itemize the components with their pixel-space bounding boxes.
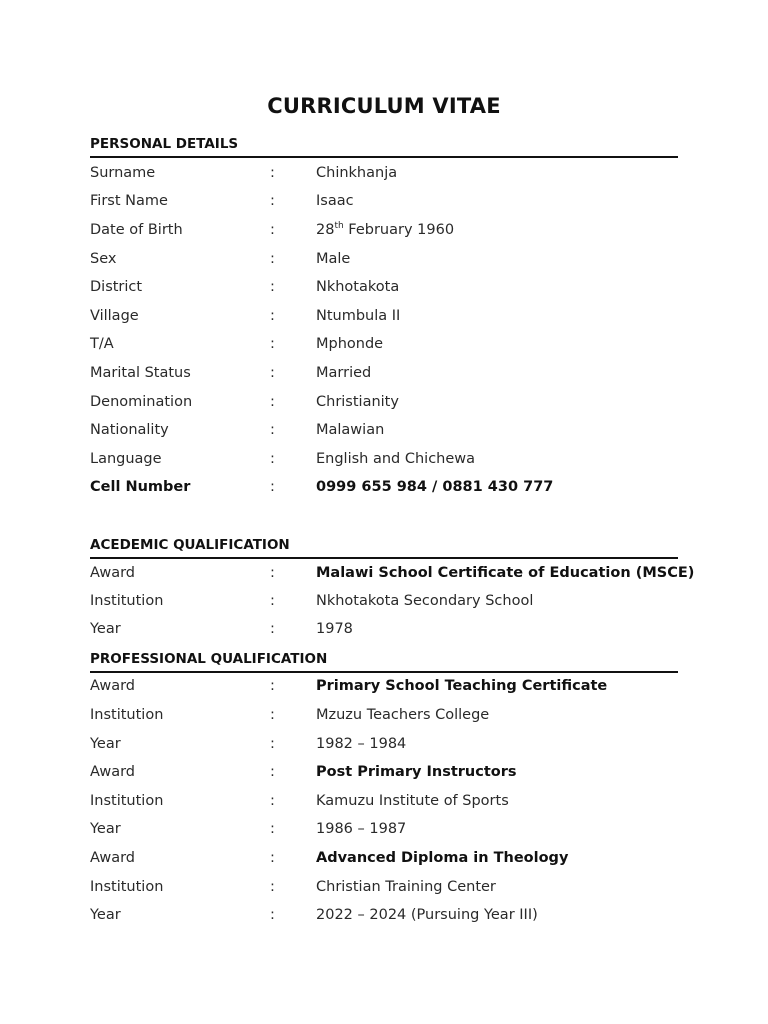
- separator: :: [270, 850, 275, 866]
- row-label: Year: [90, 821, 121, 837]
- row-professional-institution: [90, 793, 690, 815]
- row-professional-institution: [90, 707, 690, 729]
- row-value: Nkhotakota: [316, 279, 400, 295]
- row-first-name: [90, 193, 690, 215]
- row-value: Advanced Diploma in Theology: [316, 850, 569, 866]
- row-professional-award: [90, 678, 690, 700]
- separator: :: [270, 394, 275, 410]
- row-label: Marital Status: [90, 365, 191, 381]
- separator: :: [270, 593, 275, 609]
- separator: :: [270, 251, 275, 267]
- separator: :: [270, 365, 275, 381]
- row-district: [90, 279, 690, 301]
- row-label: Year: [90, 621, 121, 637]
- row-value: Ntumbula II: [316, 308, 401, 324]
- page-title: CURRICULUM VITAE: [267, 94, 501, 118]
- row-value: Chinkhanja: [316, 165, 398, 181]
- separator: :: [270, 621, 275, 637]
- row-nationality: [90, 422, 690, 444]
- row-label: Institution: [90, 879, 164, 895]
- row-academic-institution: [90, 593, 690, 615]
- row-date-of-birth: [90, 222, 690, 244]
- row-value: Kamuzu Institute of Sports: [316, 793, 509, 809]
- row-professional-year: [90, 736, 690, 758]
- row-value: 1978: [316, 621, 353, 637]
- separator: :: [270, 279, 275, 295]
- row-value: Male: [316, 251, 351, 267]
- section-heading-academic: ACEDEMIC QUALIFICATION: [90, 537, 678, 559]
- row-language: [90, 451, 690, 473]
- section-heading-professional: PROFESSIONAL QUALIFICATION: [90, 651, 678, 673]
- row-label: Institution: [90, 793, 164, 809]
- row-label: Sex: [90, 251, 117, 267]
- row-label: Year: [90, 736, 121, 752]
- separator: :: [270, 479, 275, 495]
- row-value: Mzuzu Teachers College: [316, 707, 490, 723]
- row-academic-award: [90, 565, 695, 587]
- row-value: English and Chichewa: [316, 451, 476, 467]
- separator: :: [270, 793, 275, 809]
- row-value: Christianity: [316, 394, 399, 410]
- row-professional-year: [90, 821, 690, 843]
- row-value: Primary School Teaching Certificate: [316, 678, 608, 694]
- separator: :: [270, 336, 275, 352]
- row-professional-year: [90, 907, 690, 929]
- row-value: Malawi School Certificate of Education (MSCE): [316, 565, 695, 581]
- row-label: Denomination: [90, 394, 193, 410]
- separator: :: [270, 678, 275, 694]
- row-cell-number: [90, 479, 690, 501]
- row-value: [316, 222, 454, 238]
- separator: :: [270, 736, 275, 752]
- separator: :: [270, 222, 275, 238]
- separator: :: [270, 451, 275, 467]
- row-value: Mphonde: [316, 336, 384, 352]
- section-heading-personal: PERSONAL DETAILS: [90, 136, 678, 158]
- row-label: Institution: [90, 593, 164, 609]
- row-label: Nationality: [90, 422, 169, 438]
- row-village: [90, 308, 690, 330]
- row-ta: [90, 336, 690, 358]
- row-value: Married: [316, 365, 372, 381]
- separator: :: [270, 821, 275, 837]
- separator: :: [270, 879, 275, 895]
- separator: :: [270, 193, 275, 209]
- row-value: Post Primary Instructors: [316, 764, 517, 780]
- row-value: Christian Training Center: [316, 879, 496, 895]
- separator: :: [270, 764, 275, 780]
- row-label: District: [90, 279, 143, 295]
- row-label: Cell Number: [90, 479, 191, 495]
- dob-ordinal-suffix: th: [334, 221, 344, 232]
- separator: :: [270, 907, 275, 923]
- row-surname: [90, 165, 690, 187]
- row-label: Award: [90, 565, 135, 581]
- row-academic-year: [90, 621, 690, 643]
- row-label: Award: [90, 850, 135, 866]
- row-label: Award: [90, 764, 135, 780]
- row-professional-award: [90, 850, 690, 872]
- separator: :: [270, 165, 275, 181]
- row-label: T/A: [90, 336, 114, 352]
- row-professional-institution: [90, 879, 690, 901]
- dob-month-year: February 1960: [343, 222, 455, 238]
- row-value: 2022 – 2024 (Pursuing Year III): [316, 907, 538, 923]
- row-label: Award: [90, 678, 135, 694]
- row-label: Surname: [90, 165, 156, 181]
- row-label: Village: [90, 308, 139, 324]
- row-value: 1986 – 1987: [316, 821, 407, 837]
- separator: :: [270, 565, 275, 581]
- row-value: 0999 655 984 / 0881 430 777: [316, 479, 554, 495]
- row-marital-status: [90, 365, 690, 387]
- row-label: Institution: [90, 707, 164, 723]
- row-sex: [90, 251, 690, 273]
- row-label: First Name: [90, 193, 168, 209]
- dob-day: 28: [316, 222, 335, 238]
- separator: :: [270, 422, 275, 438]
- row-value: Isaac: [316, 193, 354, 209]
- row-label: Year: [90, 907, 121, 923]
- row-label: Date of Birth: [90, 222, 183, 238]
- row-value: Malawian: [316, 422, 385, 438]
- row-value: 1982 – 1984: [316, 736, 407, 752]
- row-value: Nkhotakota Secondary School: [316, 593, 534, 609]
- row-professional-award: [90, 764, 690, 786]
- row-denomination: [90, 394, 690, 416]
- separator: :: [270, 308, 275, 324]
- separator: :: [270, 707, 275, 723]
- row-label: Language: [90, 451, 162, 467]
